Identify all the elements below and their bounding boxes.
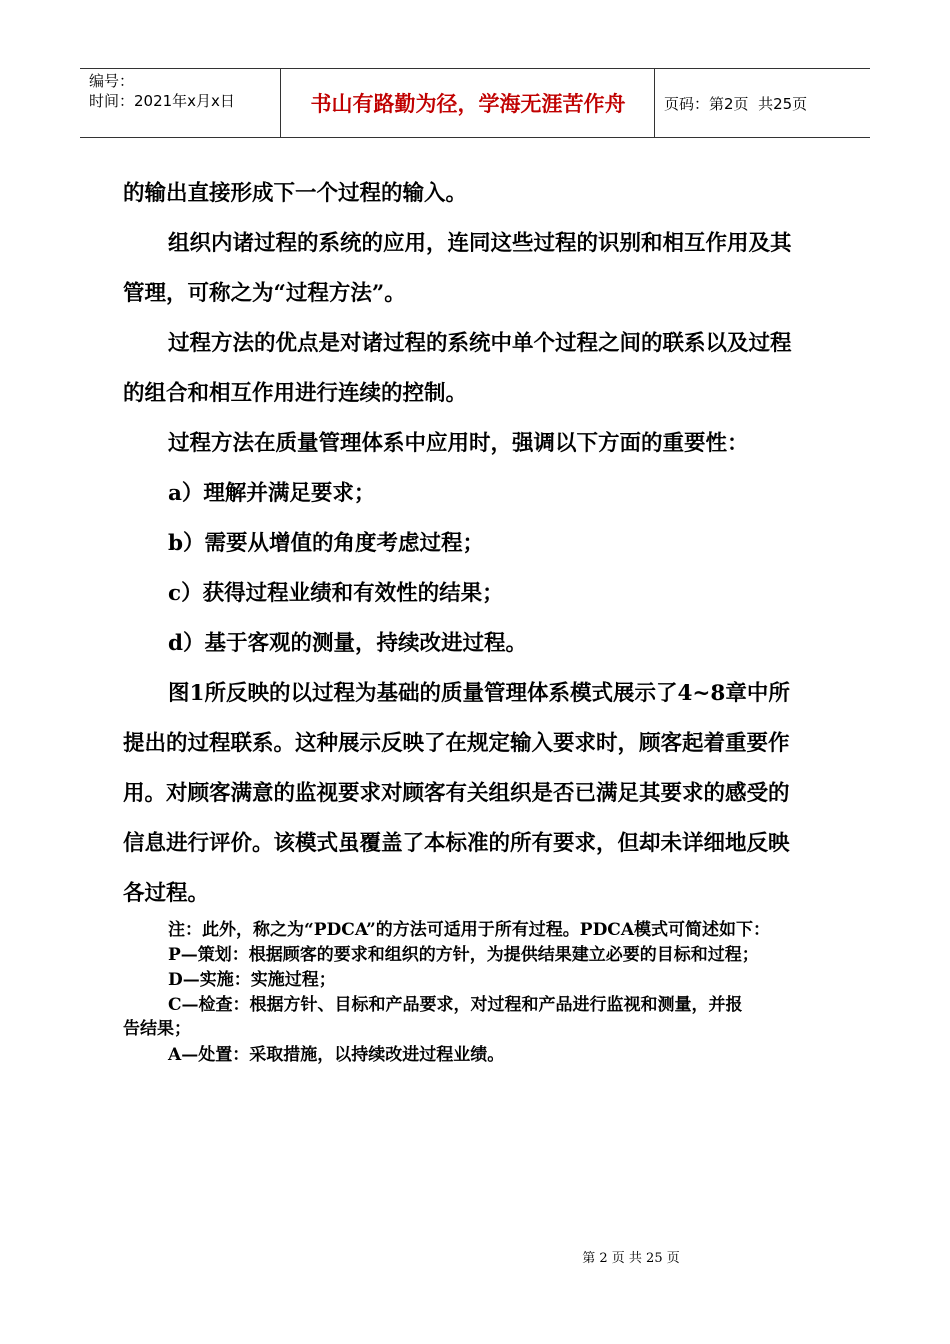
body-line: 提出的过程联系。这种展示反映了在规定输入要求时，顾客起着重要作 xyxy=(123,731,790,756)
list-item-a: a）理解并满足要求； xyxy=(168,481,376,506)
body-line: 的输出直接形成下一个过程的输入。 xyxy=(123,181,468,206)
header-time-label: 时间：2021年x月x日 xyxy=(89,92,235,110)
list-item-b: b）需要从增值的角度考虑过程； xyxy=(168,531,485,556)
body-line: 用。对顾客满意的监视要求对顾客有关组织是否已满足其要求的感受的 xyxy=(123,781,790,806)
header-motto: 书山有路勤为径，学海无涯苦作舟 xyxy=(282,69,655,137)
body-line: 各过程。 xyxy=(123,881,210,906)
list-item-d: d）基于客观的测量，持续改进过程。 xyxy=(168,631,528,656)
note-line: 告结果； xyxy=(123,1019,191,1039)
note-line: A—处置：采取措施，以持续改进过程业绩。 xyxy=(168,1045,505,1065)
body-line: 组织内诸过程的系统的应用，连同这些过程的识别和相互作用及其 xyxy=(168,231,792,256)
note-line: P—策划：根据顾客的要求和组织的方针，为提供结果建立必要的目标和过程； xyxy=(168,945,759,965)
body-line: 图1所反映的以过程为基础的质量管理体系模式展示了4~8章中所 xyxy=(168,681,790,706)
footer-page-number: 第 2 页 共 25 页 xyxy=(582,1251,680,1266)
note-line: D—实施：实施过程； xyxy=(168,970,336,990)
header-number-label: 编号： xyxy=(89,72,135,90)
body-line: 过程方法的优点是对诸过程的系统中单个过程之间的联系以及过程 xyxy=(168,331,792,356)
body-line: 过程方法在质量管理体系中应用时，强调以下方面的重要性： xyxy=(168,431,749,456)
page-footer xyxy=(0,1247,950,1266)
body-line: 信息进行评价。该模式虽覆盖了本标准的所有要求，但却未详细地反映 xyxy=(123,831,790,856)
list-item-c: c）获得过程业绩和有效性的结果； xyxy=(168,581,504,606)
note-line: 注：此外，称之为“PDCA”的方法可适用于所有过程。PDCA模式可简述如下： xyxy=(168,920,771,940)
header-meta xyxy=(80,69,281,137)
page-header xyxy=(80,68,870,138)
body-line: 管理，可称之为“过程方法”。 xyxy=(123,281,406,306)
header-page-label: 页码：第2页 共25页 xyxy=(664,94,808,113)
note-line: C—检查：根据方针、目标和产品要求，对过程和产品进行监视和测量，并报 xyxy=(168,995,743,1015)
body-line: 的组合和相互作用进行连续的控制。 xyxy=(123,381,468,406)
